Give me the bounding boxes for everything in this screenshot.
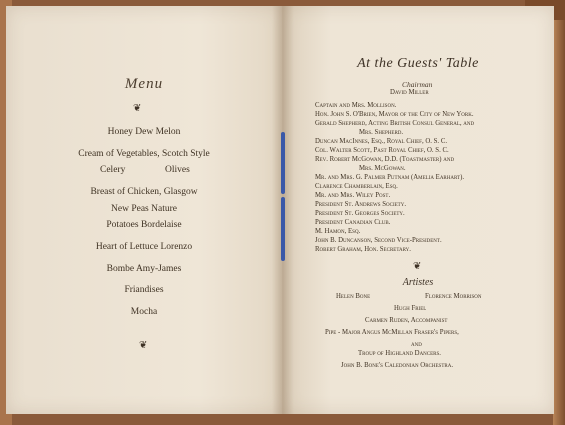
guest-line: M. Hamon, Esq.: [315, 228, 361, 235]
menu-item-celery: Celery: [100, 165, 126, 175]
menu-item: Mocha: [130, 307, 158, 317]
guest-line: Mrs. Shepherd.: [359, 129, 404, 136]
chairman-label: Chairman: [402, 80, 433, 89]
guest-line: John B. Duncanson, Second Vice-President.: [315, 237, 442, 244]
guest-line: Gerald Shepherd, Acting British Consul General, and: [315, 120, 475, 127]
menu-item: Heart of Lettuce Lorenzo: [95, 242, 193, 252]
artiste-line: John B. Bone's Caledonian Orchestra.: [341, 362, 454, 369]
guest-line: President Canadian Club.: [315, 219, 391, 226]
menu-item: Cream of Vegetables, Scotch Style: [78, 149, 210, 159]
binding-cord-upper: [281, 132, 285, 194]
guests-title: At the Guests' Table: [357, 56, 479, 71]
ornament-icon-top: ❦: [133, 103, 142, 114]
menu-item: New Peas Nature: [111, 204, 177, 214]
artiste-line: Pipe - Major Angus McMillan Fraser's Pipers,: [325, 329, 459, 336]
guest-line: Mrs. McGowan.: [359, 165, 406, 172]
guest-line: President St. Georges Society.: [315, 210, 405, 217]
menu-item-olives: Olives: [165, 165, 190, 175]
chairman-name: David Miller: [390, 89, 429, 96]
guest-line: Hon. John S. O'Brien, Mayor of the City of New York.: [315, 111, 474, 118]
artiste-line: Carmen Ruden, Accompanist: [365, 317, 448, 324]
menu-item: Bombe Amy-James: [106, 264, 182, 274]
artiste-line: Helen Bone: [336, 293, 371, 300]
menu-item: Potatoes Bordelaise: [106, 220, 182, 230]
menu-title: Menu: [124, 76, 164, 92]
artiste-line: Hugh Friel: [394, 305, 427, 312]
menu-item: Honey Dew Melon: [107, 127, 181, 137]
ornament-icon-right: ❦: [413, 261, 422, 272]
artiste-line: Troup of Highland Dancers.: [358, 350, 441, 357]
guest-line: Duncan MacInnes, Esq., Royal Chief, O. S. C.: [315, 138, 448, 145]
artiste-line: and: [411, 341, 422, 348]
guest-line: Captain and Mrs. Mollison.: [315, 102, 397, 109]
guest-line: President St. Andrews Society.: [315, 201, 407, 208]
guest-line: Col. Walter Scott, Past Royal Chief, O. S. C.: [315, 147, 449, 154]
artiste-line: Florence Morrison: [425, 293, 482, 300]
guest-line: Mr. and Mrs. Wiley Post.: [315, 192, 391, 199]
menu-item: Friandises: [124, 285, 164, 295]
ornament-icon-bottom: ❦: [139, 340, 148, 351]
guest-line: Clarence Chamberlain, Esq.: [315, 183, 398, 190]
artistes-title: Artistes: [402, 277, 434, 288]
guest-line: Robert Graham, Hon. Secretary.: [315, 246, 411, 253]
guest-line: Mr. and Mrs. G. Palmer Putnam (Amelia Earhart).: [315, 174, 465, 181]
menu-item: Breast of Chicken, Glasgow: [90, 187, 198, 197]
guest-line: Rev. Robert McGowan, D.D. (Toastmaster) and: [315, 156, 455, 163]
cover-edge-right: [553, 0, 565, 425]
